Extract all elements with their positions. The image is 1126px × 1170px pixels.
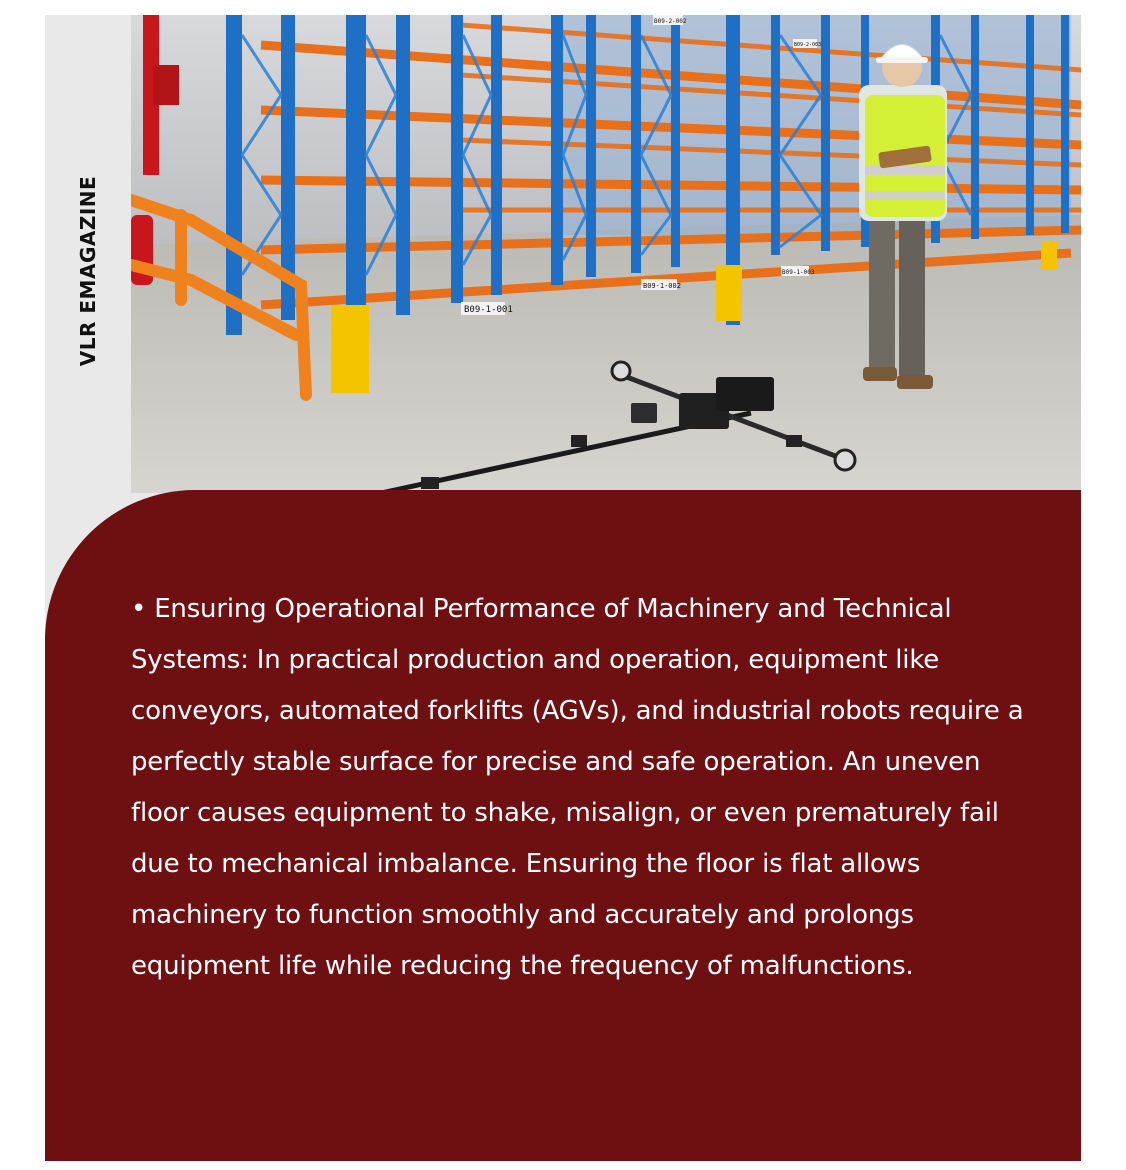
rack-label-5: B09-2-003 <box>794 42 822 48</box>
article-paragraph: • Ensuring Operational Performance of Machinery and Technical Systems: In practical production and operation, equipment like conveyors, automated forklifts (AGVs), and industrial robots require a perfectly stable surface for precise and safe operation. An uneven floor causes equipment to shake, misalign, or even prematurely fail due to mechanical imbalance. Ensuring the floor is flat allows machinery to function smoothly and accurately and prolongs equipment life while reducing the frequency of malfunctions. <box>131 594 1024 981</box>
magazine-side-label <box>45 15 131 485</box>
article-panel <box>45 490 1081 1161</box>
rack-label-1: B09-1-001 <box>464 305 513 315</box>
warehouse-photo <box>131 15 1081 493</box>
rack-label-2: B09-1-002 <box>643 282 681 290</box>
rack-label-4: B09-2-002 <box>654 18 687 25</box>
rack-label-3: B09-1-003 <box>782 269 815 276</box>
magazine-name: VLR EMAGAZINE <box>76 175 100 367</box>
